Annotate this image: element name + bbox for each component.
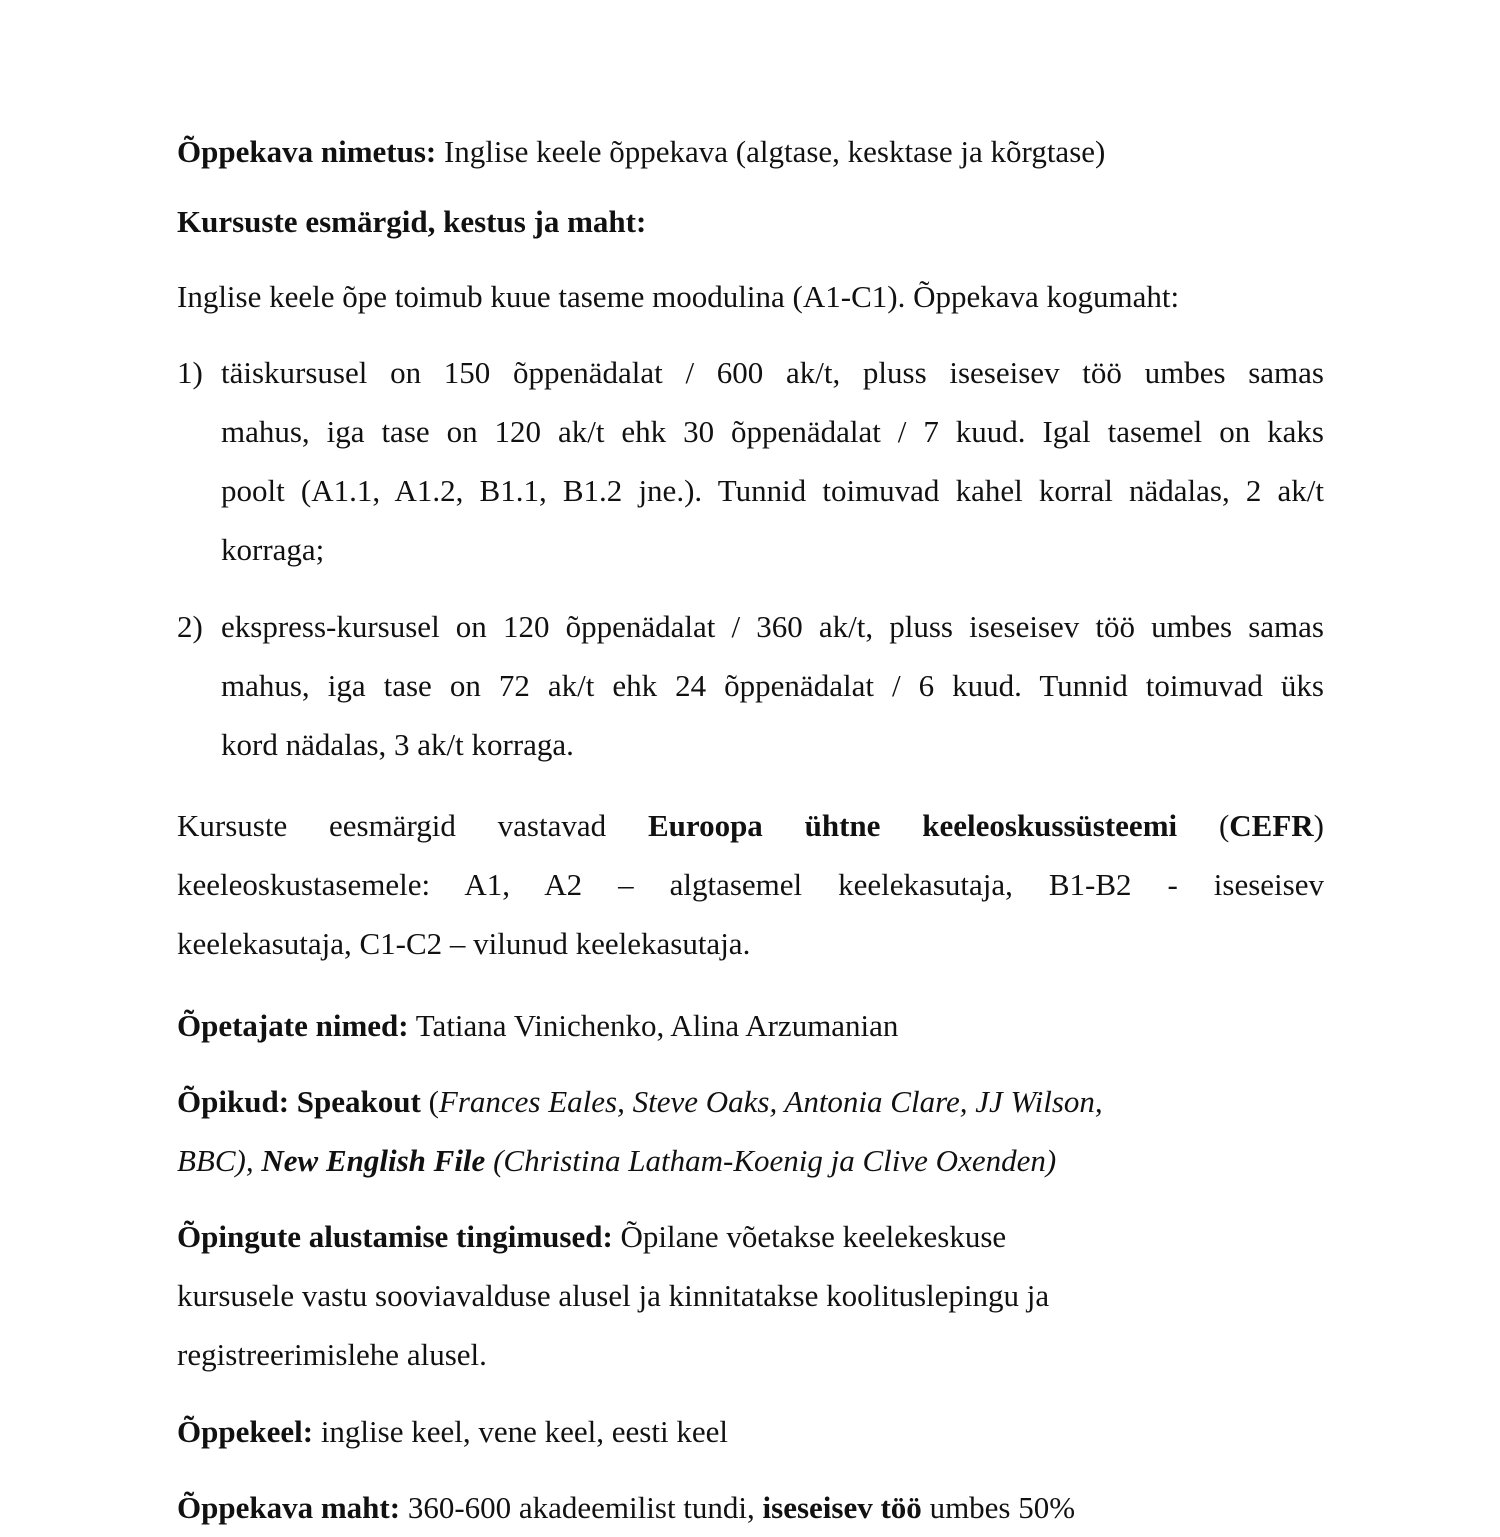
list-item-line: kord nädalas, 3 ak/t korraga. — [221, 727, 574, 762]
list-item-line: poolt (A1.1, A1.2, B1.1, B1.2 jne.). Tunnid toimuvad kahel korral nädalas, 2 ak/t — [221, 473, 1324, 508]
volume-line: Õppekava maht: 360-600 akadeemilist tundi, iseseisev töö umbes 50% — [177, 1490, 1076, 1525]
textbook-new-english-file: New English File — [261, 1143, 486, 1178]
list-item-line: korraga; — [221, 532, 325, 567]
admission-label: Õpingute alustamise tingimused: — [177, 1219, 613, 1254]
goals-heading: Kursuste esmärgid, kestus ja maht: — [177, 204, 647, 239]
cefr-framework-name: Euroopa ühtne keeleoskussüsteemi — [647, 808, 1178, 843]
list-number: 1) — [177, 355, 203, 390]
language-line — [177, 1402, 728, 1461]
list-item-line: täiskursusel on 150 õppenädalat / 600 ak/t, pluss iseseisev töö umbes samas — [221, 355, 1324, 390]
curriculum-name-label: Õppekava nimetus: — [177, 134, 437, 169]
cefr-line-1: Kursuste eesmärgid vastavad Euroopa ühtne keeleoskussüsteemi (CEFR) — [177, 808, 1324, 843]
curriculum-name-line — [177, 122, 1105, 181]
textbooks-line-1: Õpikud: Speakout (Frances Eales, Steve Oaks, Antonia Clare, JJ Wilson, — [177, 1084, 1103, 1119]
cefr-line-2: keeleoskustasemele: A1, A2 – algtasemel keelekasutaja, B1-B2 - iseseisev — [177, 867, 1324, 902]
volume-label: Õppekava maht: — [177, 1490, 401, 1525]
textbook-nef-authors: (Christina Latham-Koenig ja Clive Oxenden) — [485, 1143, 1057, 1178]
list-number: 2) — [177, 609, 203, 644]
textbook-speakout: Speakout — [289, 1084, 421, 1119]
intro-paragraph: Inglise keele õpe toimub kuue taseme moodulina (A1-C1). Õppekava kogumaht: — [177, 279, 1180, 314]
textbook-speakout-authors: Frances Eales, Steve Oaks, Antonia Clare, JJ Wilson, — [438, 1084, 1103, 1119]
cefr-abbrev: CEFR — [1229, 808, 1314, 843]
admission-line-1: Õpingute alustamise tingimused: Õpilane võetakse keelekeskuse — [177, 1219, 1007, 1254]
language-value: inglise keel, vene keel, eesti keel — [313, 1414, 728, 1449]
teachers-value: Tatiana Vinichenko, Alina Arzumanian — [408, 1008, 899, 1043]
teachers-label: Õpetajate nimed: — [177, 1008, 409, 1043]
admission-line-2: kursusele vastu sooviavalduse alusel ja kinnitatakse koolituslepingu ja — [177, 1278, 1050, 1313]
admission-line-3: registreerimislehe alusel. — [177, 1337, 487, 1372]
curriculum-name-value: Inglise keele õppekava (algtase, kesktase ja kõrgtase) — [436, 134, 1106, 169]
textbooks-label: Õpikud: — [177, 1084, 290, 1119]
list-item-line: mahus, iga tase on 72 ak/t ehk 24 õppenädalat / 6 kuud. Tunnid toimuvad üks — [221, 668, 1324, 703]
teachers-line — [177, 996, 898, 1055]
cefr-line-3: keelekasutaja, C1-C2 – vilunud keelekasutaja. — [177, 926, 751, 961]
list-item-line: mahus, iga tase on 120 ak/t ehk 30 õppenädalat / 7 kuud. Igal tasemel on kaks — [221, 414, 1324, 449]
textbooks-line-2: BBC), New English File (Christina Latham-Koenig ja Clive Oxenden) — [177, 1143, 1057, 1178]
language-label: Õppekeel: — [177, 1414, 314, 1449]
list-item-line: ekspress-kursusel on 120 õppenädalat / 360 ak/t, pluss iseseisev töö umbes samas — [221, 609, 1324, 644]
